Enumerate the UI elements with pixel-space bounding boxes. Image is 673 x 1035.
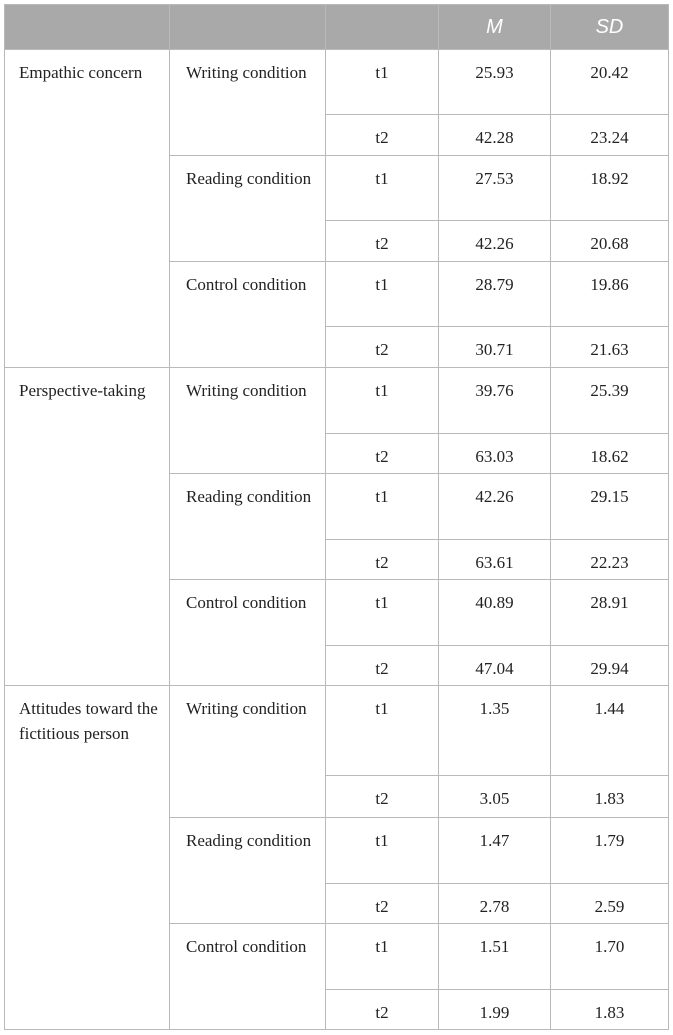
measure-label: Empathic concern	[5, 50, 170, 368]
condition-label: Reading condition	[170, 156, 326, 262]
mean-value-cell: 63.03	[439, 434, 551, 474]
time-point-cell: t2	[326, 540, 439, 580]
time-point-cell: t2	[326, 990, 439, 1030]
time-point-cell: t1	[326, 924, 439, 990]
time-point-cell: t1	[326, 818, 439, 884]
time-point-cell: t1	[326, 262, 439, 327]
header-sd: SD	[551, 5, 669, 50]
mean-value-cell: 63.61	[439, 540, 551, 580]
mean-value-cell: 3.05	[439, 776, 551, 818]
header-condition	[170, 5, 326, 50]
time-point-cell: t2	[326, 221, 439, 262]
condition-label: Writing condition	[170, 686, 326, 818]
header-measure	[5, 5, 170, 50]
sd-value-cell: 20.68	[551, 221, 669, 262]
mean-value-cell: 1.35	[439, 686, 551, 776]
sd-value-cell: 28.91	[551, 580, 669, 646]
mean-value-cell: 40.89	[439, 580, 551, 646]
measure-label: Perspective-taking	[5, 368, 170, 686]
time-point-cell: t2	[326, 115, 439, 156]
condition-label: Writing condition	[170, 368, 326, 474]
condition-label: Reading condition	[170, 474, 326, 580]
sd-value-cell: 1.79	[551, 818, 669, 884]
mean-value-cell: 1.47	[439, 818, 551, 884]
mean-value-cell: 42.26	[439, 474, 551, 540]
mean-value-cell: 27.53	[439, 156, 551, 221]
time-point-cell: t1	[326, 686, 439, 776]
sd-value-cell: 1.44	[551, 686, 669, 776]
sd-value-cell: 23.24	[551, 115, 669, 156]
mean-value-cell: 30.71	[439, 327, 551, 368]
mean-value-cell: 47.04	[439, 646, 551, 686]
time-point-cell: t2	[326, 646, 439, 686]
time-point-cell: t1	[326, 368, 439, 434]
table-row	[5, 50, 669, 115]
sd-value-cell: 1.83	[551, 990, 669, 1030]
sd-value-cell: 20.42	[551, 50, 669, 115]
mean-value-cell: 2.78	[439, 884, 551, 924]
sd-value-cell: 18.92	[551, 156, 669, 221]
sd-value-cell: 21.63	[551, 327, 669, 368]
sd-value-cell: 19.86	[551, 262, 669, 327]
descriptive-statistics-table	[4, 4, 669, 1030]
mean-value-cell: 42.26	[439, 221, 551, 262]
header-time	[326, 5, 439, 50]
header-mean: M	[439, 5, 551, 50]
condition-label: Reading condition	[170, 818, 326, 924]
condition-label: Control condition	[170, 580, 326, 686]
table-body	[5, 50, 669, 1030]
mean-value-cell: 39.76	[439, 368, 551, 434]
time-point-cell: t2	[326, 884, 439, 924]
condition-label: Writing condition	[170, 50, 326, 156]
sd-value-cell: 25.39	[551, 368, 669, 434]
time-point-cell: t2	[326, 327, 439, 368]
condition-label: Control condition	[170, 924, 326, 1030]
sd-value-cell: 2.59	[551, 884, 669, 924]
time-point-cell: t1	[326, 50, 439, 115]
condition-label: Control condition	[170, 262, 326, 368]
table-row	[5, 368, 669, 434]
time-point-cell: t2	[326, 434, 439, 474]
table-row	[5, 686, 669, 776]
time-point-cell: t1	[326, 580, 439, 646]
mean-value-cell: 1.99	[439, 990, 551, 1030]
sd-value-cell: 1.70	[551, 924, 669, 990]
measure-label: Attitudes toward the fictitious person	[5, 686, 170, 1030]
mean-value-cell: 1.51	[439, 924, 551, 990]
mean-value-cell: 28.79	[439, 262, 551, 327]
sd-value-cell: 22.23	[551, 540, 669, 580]
time-point-cell: t1	[326, 156, 439, 221]
mean-value-cell: 25.93	[439, 50, 551, 115]
sd-value-cell: 18.62	[551, 434, 669, 474]
mean-value-cell: 42.28	[439, 115, 551, 156]
header-row	[5, 5, 669, 50]
time-point-cell: t2	[326, 776, 439, 818]
sd-value-cell: 29.94	[551, 646, 669, 686]
time-point-cell: t1	[326, 474, 439, 540]
sd-value-cell: 29.15	[551, 474, 669, 540]
sd-value-cell: 1.83	[551, 776, 669, 818]
